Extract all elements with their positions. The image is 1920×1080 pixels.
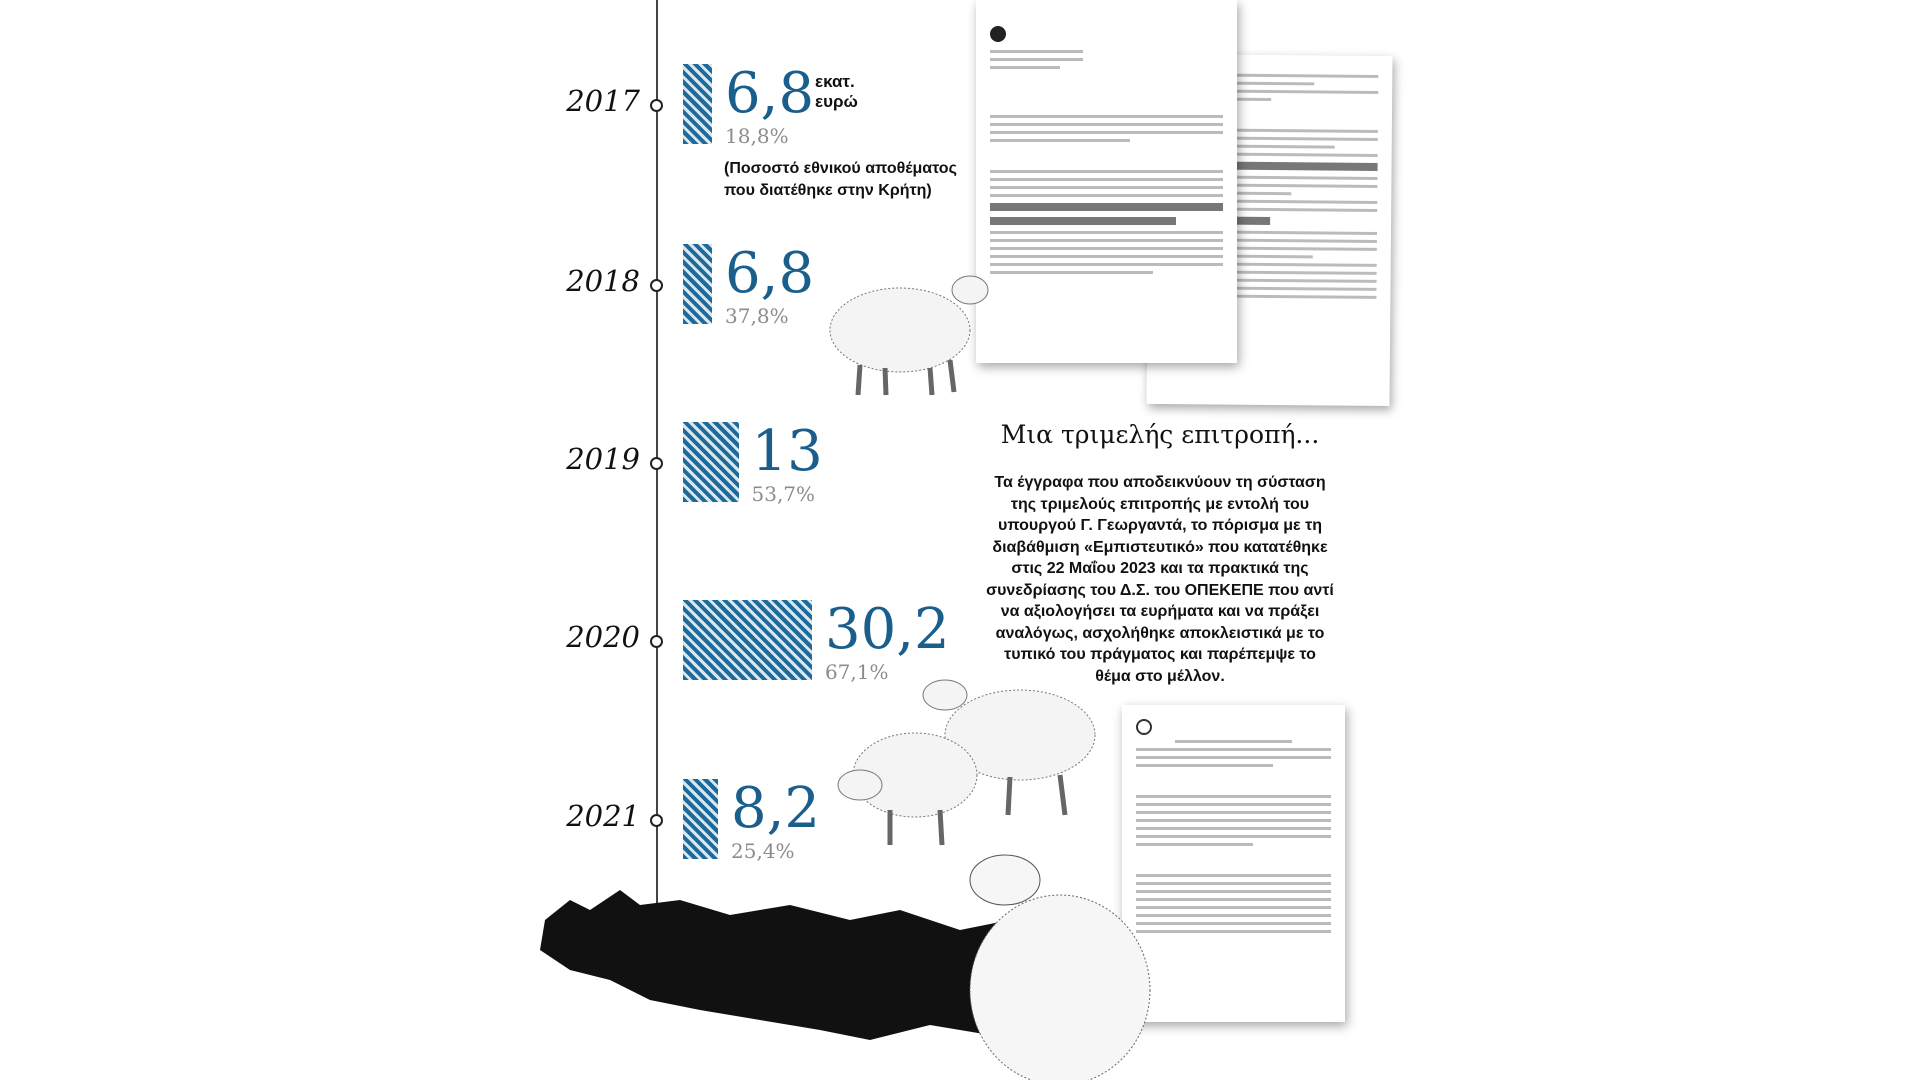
unit-label: εκατ. ευρώ <box>815 72 858 111</box>
sheep-illustration-3 <box>920 840 1160 1080</box>
year-label: 2017 <box>566 84 640 118</box>
emblem-icon <box>1136 719 1152 735</box>
value-bar <box>683 600 812 680</box>
percent-label: 67,1% <box>824 660 889 684</box>
value-label: 6,8 <box>725 61 815 126</box>
value-bar <box>683 422 739 502</box>
percent-label: 18,8% <box>725 124 789 148</box>
year-label: 2021 <box>566 799 640 833</box>
year-label: 2020 <box>566 620 640 654</box>
timeline-dot <box>650 99 663 112</box>
side-heading: Μια τριμελής επιτροπή... <box>1000 420 1320 449</box>
timeline-dot <box>650 635 663 648</box>
timeline-dot <box>650 457 663 470</box>
value-label: 13 <box>751 419 823 484</box>
value-label: 8,2 <box>731 776 821 841</box>
value-label: 6,8 <box>725 241 815 306</box>
document-image-1 <box>976 0 1237 363</box>
timeline-dot <box>650 814 663 827</box>
value-label: 30,2 <box>824 597 950 662</box>
sheep-illustration-2 <box>820 665 1120 855</box>
timeline-dot <box>650 279 663 292</box>
note-text: (Ποσοστό εθνικού αποθέματος που διατέθηκε στην Κρήτη) <box>724 160 957 199</box>
value-bar <box>683 779 718 859</box>
year-label: 2018 <box>566 264 640 298</box>
percent-label: 53,7% <box>751 482 816 506</box>
emblem-icon <box>990 26 1006 42</box>
sheep-illustration-1 <box>820 260 1000 400</box>
year-label: 2019 <box>566 442 640 476</box>
value-bar <box>683 244 712 324</box>
value-bar <box>683 64 712 144</box>
percent-label: 37,8% <box>725 304 789 328</box>
percent-label: 25,4% <box>731 839 795 863</box>
side-body-text: Τα έγγραφα που αποδεικνύουν τη σύσταση της τριμελούς επιτροπής με εντολή του υπουργού Γ. Γεωργαντά, το πόρισμα με τη διαβάθμιση «Εμπιστευτικό» που κατατέθηκε στις 22 Μαΐου 2023 και τα πρακτικά της συνεδρίασης του Δ.Σ. του ΟΠΕΚΕΠΕ που αντί να αξιολογήσει τα ευρήματα και να πράξει αναλόγως, ασχολήθηκε αποκλειστικά με το τυπικό του πράγματος και παρέπεμψε το θέμα στο μέλλον. <box>986 474 1334 685</box>
